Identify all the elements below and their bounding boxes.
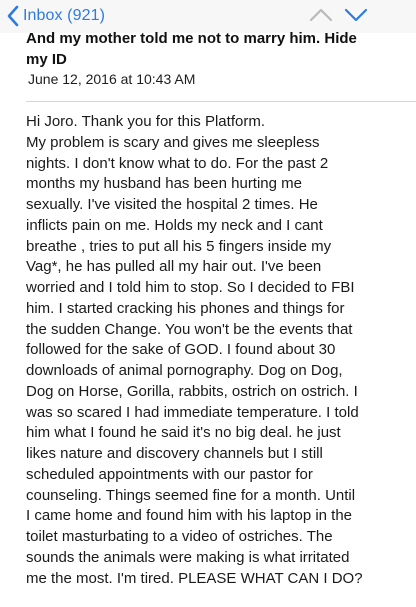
back-button-label: Inbox (921): [23, 7, 106, 24]
body-line: the sudden Change. You won't be the events that: [26, 320, 353, 338]
chevron-up-icon[interactable]: [308, 5, 334, 25]
body-line: Dog on Horse, Gorilla, rabbits, ostrich on ostrich. I: [26, 382, 358, 400]
body-line: I came home and found him with his laptop in the: [26, 507, 353, 525]
body-line: Vag*, he has pulled all my hair out. I've been: [26, 258, 322, 276]
message-body: [26, 112, 416, 589]
body-line: breathe , tries to put all his 5 fingers inside my: [26, 237, 332, 255]
body-line: counseling. Things seemed fine for a month. Until: [26, 486, 356, 504]
body-line: sexually. I've visited the hospital 2 times. He: [26, 196, 318, 213]
message-date: June 12, 2016 at 10:43 AM: [28, 71, 196, 87]
body-line: months my husband has been hurting me: [26, 175, 302, 193]
body-line: me the most. I'm tired. PLEASE WHAT CAN I DO?: [26, 569, 363, 587]
body-line: sounds the animals were making is what irritated: [26, 548, 350, 566]
message-subject: [26, 28, 398, 70]
header-divider: [26, 101, 416, 102]
body-line: nights. I don't know what to do. For the past 2: [26, 154, 329, 172]
back-to-inbox-button[interactable]: [6, 4, 105, 28]
body-line: scheduled appointments with our pastor for: [26, 465, 313, 483]
body-line: Hi Joro. Thank you for this Platform.: [26, 113, 265, 130]
subject-line: my ID: [26, 51, 67, 68]
body-line: him. I started cracking his phones and things for: [26, 299, 345, 317]
body-line: downloads of animal pornography. Dog on Dog,: [26, 362, 343, 379]
chevron-left-icon: [6, 5, 20, 27]
chevron-down-icon[interactable]: [343, 5, 369, 25]
body-line: likes nature and discovery channels but I still: [26, 445, 323, 462]
subject-line: And my mother told me not to marry him. Hide: [26, 30, 357, 47]
body-line: inflicts pain on me. Holds my neck and I cant: [26, 216, 323, 234]
body-line: toilet masturbating to a video of ostriches. The: [26, 528, 333, 545]
body-line: him what I found he said it's no big deal. he just: [26, 424, 341, 442]
body-line: followed for the sake of GOD. I found about 30: [26, 341, 336, 359]
body-line: worried and I told him to stop. So I decided to FBI: [26, 279, 355, 296]
body-line: was so scared I had immediate temperature. I told: [26, 403, 359, 421]
body-line: My problem is scary and gives me sleepless: [26, 133, 320, 151]
